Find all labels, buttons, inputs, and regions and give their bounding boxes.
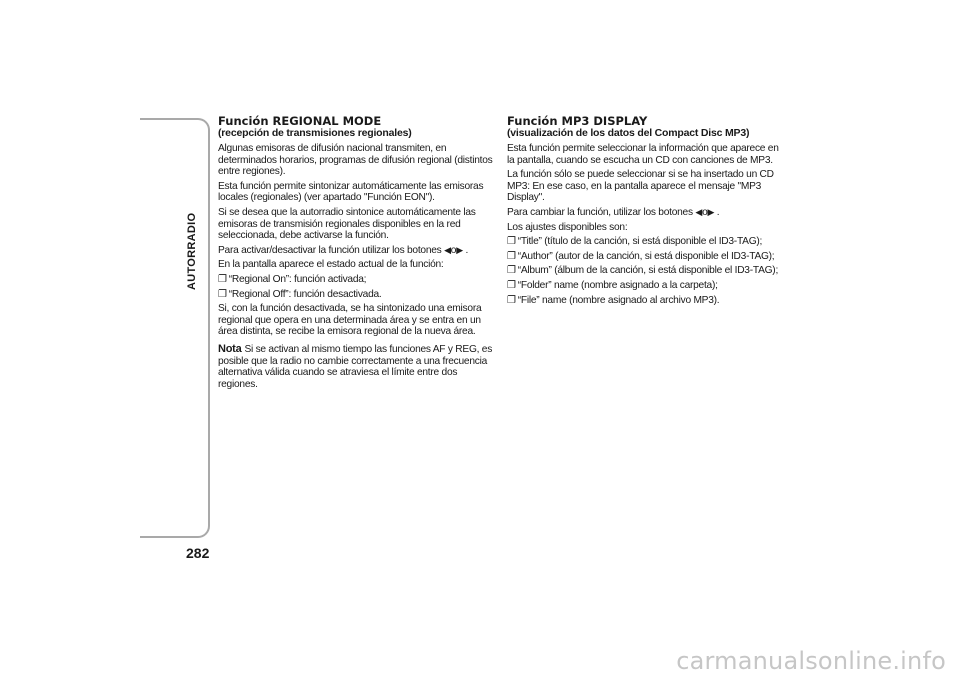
list-item: ❐ “File” name (nombre asignado al archivo MP3).	[507, 294, 720, 306]
arrow-right-icon: ▶	[707, 206, 715, 217]
checkbox-bullet-icon: ❐	[507, 236, 516, 248]
arrow-left-icon: ◀	[444, 244, 451, 255]
checkbox-bullet-icon: ❐	[218, 273, 227, 285]
paragraph: Algunas emisoras de difusión nacional transmiten, en determinados horarios, programas de difusión regional (distintos entre regiones).	[218, 143, 493, 178]
regional-mode-title: Función REGIONAL MODE	[218, 114, 382, 128]
watermark: carmanualsonline.info	[676, 647, 946, 675]
page-number: 282	[186, 545, 210, 561]
note-label: Nota	[218, 342, 242, 355]
list-item: ❐ “Author” (autor de la canción, si está disponible el ID3-TAG);	[507, 250, 775, 262]
checkbox-bullet-icon: ❐	[507, 294, 516, 306]
note: Nota Si se activan al mismo tiempo las funciones AF y REG, es posible que la radio no cambie correctamente a una frecuencia alternativa válida cuando se atraviesa el límite entre dos regiones.	[218, 342, 493, 390]
paragraph-buttons: Para cambiar la función, utilizar los botones ◀o▶ .	[507, 206, 720, 218]
paragraph: Si se desea que la autorradio sintonice automáticamente las emisoras de transmisión regionales disponibles en la red seleccionada, debe activarse la función.	[218, 206, 476, 242]
mp3-display-subtitle: (visualización de los datos del Compact Disc MP3)	[507, 127, 750, 139]
right-column	[507, 115, 782, 309]
paragraph-buttons: Para activar/desactivar la función utilizar los botones ◀o▶ .	[218, 244, 469, 256]
list-item: ❐ “Regional Off”: función desactivada.	[218, 288, 382, 300]
checkbox-bullet-icon: ❐	[507, 250, 516, 262]
checkbox-bullet-icon: ❐	[507, 265, 516, 277]
paragraph: Si, con la función desactivada, se ha sintonizado una emisora regional que opera en una determinada área y se entra en un área distinta, se recibe la emisora regional de la nueva área.	[218, 303, 482, 338]
regional-mode-subtitle: (recepción de transmisiones regionales)	[218, 127, 412, 139]
list-item: ❐ “Regional On”: función activada;	[218, 273, 367, 285]
list-item: ❐ “Album” (álbum de la canción, si está disponible el ID3-TAG);	[507, 265, 779, 277]
paragraph: En la pantalla aparece el estado actual de la función:	[218, 259, 444, 271]
arrow-left-icon: ◀	[695, 206, 703, 217]
checkbox-bullet-icon: ❐	[507, 279, 516, 291]
mp3-display-title: Función MP3 DISPLAY	[507, 114, 648, 128]
paragraph: Los ajustes disponibles son:	[507, 221, 628, 233]
arrow-right-icon: ▶	[456, 244, 463, 255]
left-column	[218, 115, 498, 393]
paragraph: Esta función permite sintonizar automáticamente las emisoras locales (regionales) (ver apartado "Función EON").	[218, 180, 484, 204]
paragraph: La función sólo se puede seleccionar si se ha insertado un CD MP3: En ese caso, en la pantalla aparece el mensaje "MP3 Display".	[507, 169, 774, 204]
page-margin-rule	[140, 118, 210, 538]
list-item: ❐ “Title” (título de la canción, si está disponible el ID3-TAG);	[507, 236, 763, 248]
section-label: AUTORRADIO	[186, 212, 198, 290]
checkbox-bullet-icon: ❐	[218, 288, 227, 300]
list-item: ❐ “Folder” name (nombre asignado a la carpeta);	[507, 279, 718, 291]
paragraph: Esta función permite seleccionar la información que aparece en la pantalla, cuando se escucha un CD con canciones de MP3.	[507, 143, 779, 166]
